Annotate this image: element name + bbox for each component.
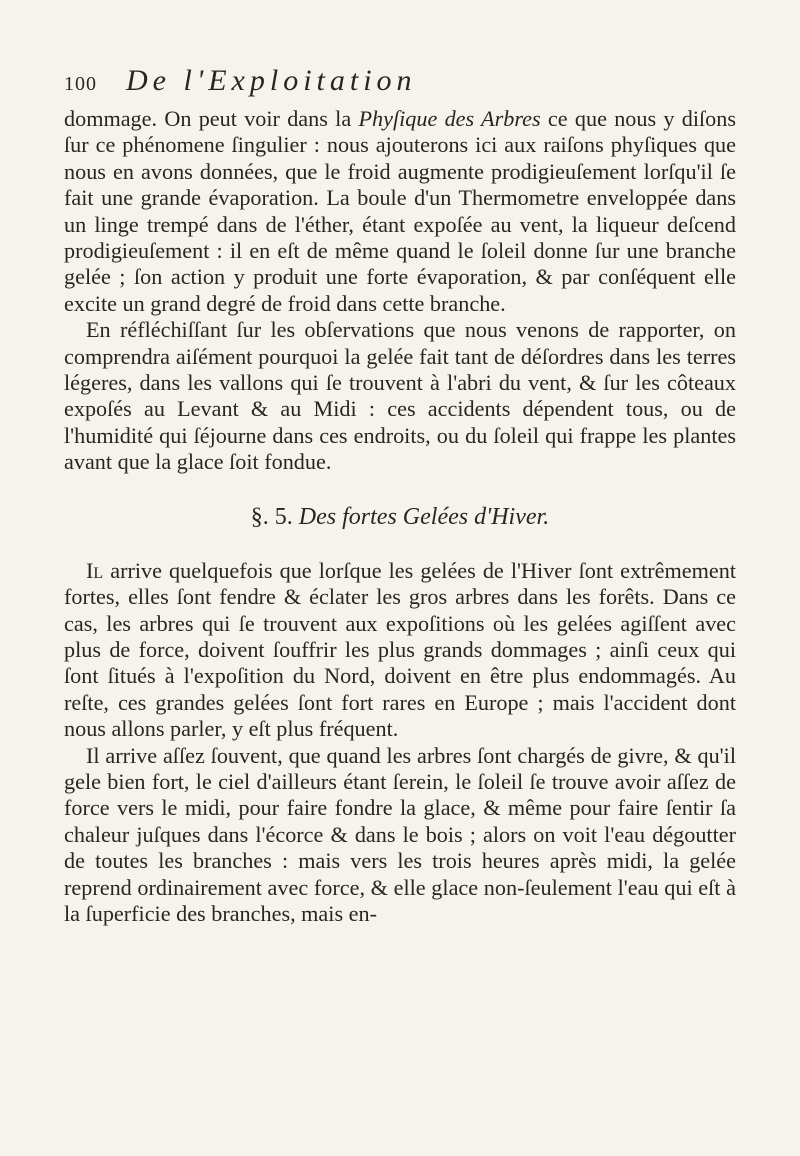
section-number: §. 5. bbox=[250, 503, 293, 530]
section-paragraph-1-lead: Il bbox=[86, 557, 104, 583]
section-paragraph-1 bbox=[64, 558, 736, 743]
paragraph-1-text-a: dommage. On peut voir dans la bbox=[64, 106, 359, 131]
paragraph-1 bbox=[64, 106, 736, 317]
running-head bbox=[64, 64, 736, 106]
section-heading bbox=[64, 502, 736, 532]
section-paragraph-2: Il arrive aſſez ſouvent, que quand les arbres ſont chargés de givre, & qu'il gele bien fort, le ciel d'ailleurs étant ſerein, le ſoleil ſe trouve avoir aſſez de force vers le midi, pour faire fondre la glace, & même pour faire ſentir ſa chaleur juſques dans l'écorce & dans le bois ; alors on voit l'eau dégoutter de toutes les branches : mais vers les trois heures après midi, la gelée reprend ordinairement avec force, & elle glace non-ſeulement l'eau qui eſt à la ſuperficie des branches, mais en- bbox=[64, 742, 736, 926]
paragraph-2: En réfléchiſſant ſur les obſervations que nous venons de rapporter, on comprendra aiſément pourquoi la gelée fait tant de déſordres dans les terres légeres, dans les vallons qui ſe trouvent à l'abri du vent, & ſur les côteaux expoſés au Levant & au Midi : ces accidents dépendent tous, ou de l'humidité qui ſéjourne dans ces endroits, ou du ſoleil qui frappe les plantes avant que la glace ſoit fondue. bbox=[64, 317, 736, 475]
section-title: Des fortes Gelées d'Hiver. bbox=[298, 503, 550, 530]
page-number: 100 bbox=[64, 73, 97, 95]
paragraph-1-text-b: ce que nous y diſons ſur ce phénomene ſingulier : nous ajouterons ici aux raiſons phyſiques que nous en avons données, que le froid augmente prodigieuſement lorſqu'il ſe fait une grande évaporation. La boule d'un Thermometre enveloppée dans un linge trempé dans de l'éther, étant expoſée au vent, la liqueur deſcend prodigieuſement : il en eſt de même quand le ſoleil donne ſur une branche gelée ; ſon action y produit une forte évaporation, & par conſéquent elle excite un grand degré de froid dans cette branche. bbox=[64, 106, 736, 316]
section-paragraph-1-text: arrive quelquefois que lorſque les gelées de l'Hiver ſont extrêmement fortes, elles ſont fendre & éclater les gros arbres dans les forêts. Dans ce cas, les arbres qui ſe trouvent aux expoſitions où les gelées agiſſent avec plus de force, doivent ſouffrir les plus grands dommages ; ainſi ceux qui ſont ſitués à l'expoſition du Nord, doivent en être plus endommagés. Au reſte, ces grandes gelées ſont fort rares en Europe ; mais l'accident dont nous allons parler, y eſt plus fréquent. bbox=[64, 557, 736, 742]
book-title-reference: Phyſique des Arbres bbox=[358, 106, 541, 131]
body-text bbox=[64, 106, 736, 927]
running-title: De l'Exploitation bbox=[126, 64, 417, 97]
